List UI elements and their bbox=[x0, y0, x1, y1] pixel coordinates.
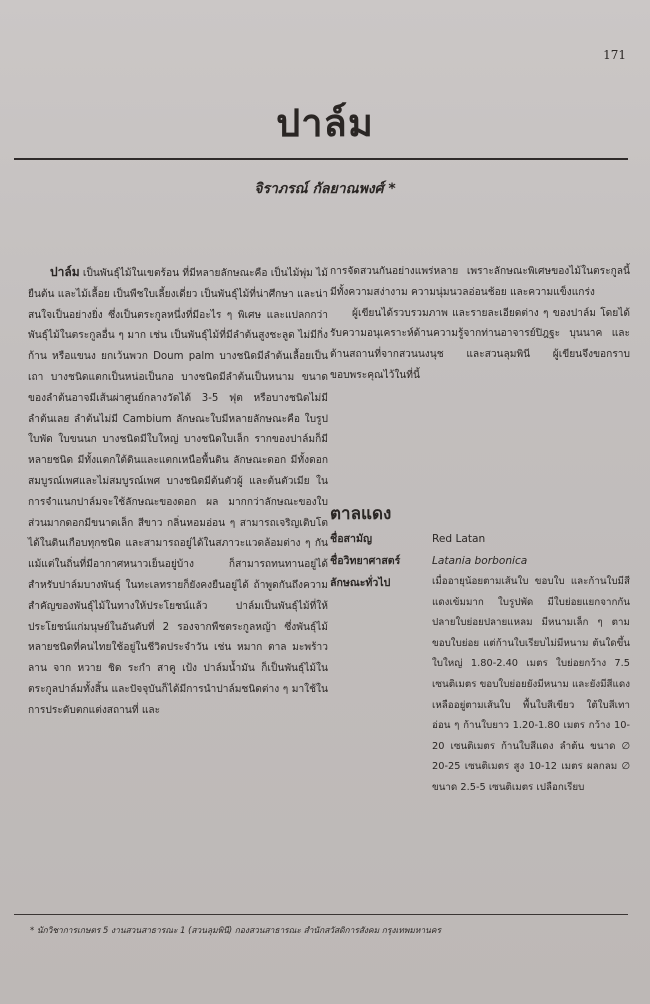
species-heading: ตาลแดง bbox=[330, 504, 392, 524]
right-column bbox=[330, 262, 630, 387]
scientific-name-row bbox=[330, 550, 630, 572]
acknowledgement-paragraph: ผู้เขียนได้รวบรวมภาพ และรายละเอียดต่าง ๆ ของปาล์ม โดยได้รับความอนุเคราะห์ด้านความรู้จากท่านอาจารย์ปิฎฐะ บุนนาค และด้านสถานที่จากสวนนงนุช และสวนลุมพินี ผู้เขียนจึงขอกราบขอบพระคุณไว้ในที่นี้ bbox=[330, 307, 630, 381]
intro-text: เป็นพันธุ์ไม้ในเขตร้อน ที่มีหลายลักษณะคือ เป็นไม้พุ่ม ไม้ยืนต้น และไม้เลื้อย เป็นพืชใบเลี้ยงเดี่ยว เป็นพันธุ์ไม้ที่น่าศึกษา และน่าสนใจเป็นอย่างยิ่ง ซึ่งเป็นตระกูลหนึ่งที่มีอะไร ๆ พิเศษ และแปลกกว่าพันธุ์ไม้ในตระกูลอื่น ๆ มาก เช่น เป็นพันธุ์ไม้ที่มีลำต้นสูงชะลูด ไม่มีกิ่งก้าน หรือแขนง ยกเว้นพวก Doum palm บางชนิดมีลำต้นเลื้อยเป็นเถา บางชนิดแตกเป็นหน่อเป็นกอ บางชนิดมีลำต้นเป็นหนาม ขนาดของลำต้นอาจมีเส้นผ่าศูนย์กลางวัดได้ 3-5 ฟุต หรือบางชนิดไม่มีลำต้นเลย ลำต้นไม่มี Cambium ลักษณะใบมีหลายลักษณะคือ ใบรูปใบพัด ใบขนนก บางชนิดมีใบใหญ่ บางชนิดใบเล็ก รากของปาล์มก็มีหลายชนิด มีทั้งแตกใต้ดินและแตกเหนือพื้นดิน ลักษณะดอก มีทั้งดอกสมบูรณ์เพศและไม่สมบูรณ์เพศ บางชนิดมีต้นตัวผู้ และต้นตัวเมีย ในการจำแนกปาล์มจะใช้ลักษณะของดอก ผล มากกว่าลักษณะของใบ ส่วนมากดอกมีขนาดเล็ก สีขาว กลิ่นหอมอ่อน ๆ สามารถเจริญเติบโตได้ในดินเกือบทุกชนิด และสามารถอยู่ได้ในสภาวะแวดล้อมต่าง ๆ กัน แม้แต่ในถิ่นที่มีอากาศหนาวเย็นอยู่บ้าง ก็สามารถทนทานอยู่ได้ สำหรับปาล์มบางพันธุ์ ในทะเลทรายก็ยังคงยืนอยู่ได้ ถ้าพูดกันถึงความสำคัญของพันธุ์ไม้ในทางให้ประโยชน์แล้ว ปาล์มเป็นพันธุ์ไม้ที่ให้ประโยชน์แก่มนุษย์ในอันดับที่ 2 รองจากพืชตระกูลหญ้า ซึ่งพันธุ์ไม้หลายชนิดที่คนไทยใช้อยู่ในชีวิตประจำวัน เช่น หมาก ตาล มะพร้าว ลาน จาก หวาย ชิด ระกำ สาคู เป้ง ปาล์มน้ำมัน ก็เป็นพันธุ์ไม้ในตระกูลปาล์มทั้งสิ้น และปัจจุบันก็ได้มีการนำปาล์มชนิดต่าง ๆ มาใช้ในการประดับตกแต่งสถานที่ และ bbox=[28, 268, 328, 716]
characteristics-row bbox=[330, 572, 630, 799]
footnote-rule bbox=[14, 914, 628, 915]
characteristics-label: ลักษณะทั่วไป bbox=[330, 577, 391, 589]
scientific-name-value: Latania borbonica bbox=[432, 555, 528, 567]
title-rule bbox=[14, 158, 628, 160]
author-name: จิราภรณ์ กัลยาณพงศ์ * bbox=[254, 181, 396, 197]
scientific-name-label: ชื่อวิทยาศาสตร์ bbox=[330, 555, 401, 567]
common-name-value: Red Latan bbox=[432, 533, 486, 545]
continued-paragraph: การจัดสวนกันอย่างแพร่หลาย เพราะลักษณะพิเศษของไม้ในตระกูลนี้ มีทั้งความสง่างาม ความนุ่มนวลอ่อนช้อย และความแข็งแกร่ง bbox=[330, 266, 630, 298]
page-number: 171 bbox=[603, 48, 626, 62]
common-name-row bbox=[330, 528, 630, 550]
common-name-label: ชื่อสามัญ bbox=[330, 533, 372, 545]
article-title: ปาล์ม bbox=[276, 101, 374, 145]
species-info bbox=[330, 528, 630, 799]
characteristics-text: เมื่ออายุน้อยตามเส้นใบ ขอบใบ และก้านใบมีสีแดงเข้มมาก ใบรูปพัด มีใบย่อยแยกจากกัน ปลายใบย่อยปลายแหลม มีหนามเล็ก ๆ ตามขอบใบย่อย แต่ก้านใบเรียบไม่มีหนาม ต้นใดขึ้นใบใหญ่ 1.80-2.40 เมตร ใบย่อยกว้าง 7.5 เซนติเมตร ขอบใบย่อยยังมีหนาม และยังมีสีแดงเหลืออยู่ตามเส้นใบ พื้นใบสีเขียว ใต้ใบสีเทาอ่อน ๆ ก้านใบยาว 1.20-1.80 เมตร กว้าง 10-20 เซนติเมตร ก้านใบสีแดง ลำต้น ขนาด ∅ 20-25 เซนติเมตร สูง 10-12 เมตร ผลกลม ∅ ขนาด 2.5-5 เซนติเมตร เปลือกเรียบ bbox=[432, 576, 630, 793]
footnote: * นักวิชาการเกษตร 5 งานสวนสาธารณะ 1 (สวนลุมพินี) กองสวนสาธารณะ สำนักสวัสดิการสังคม กรุงเทพมหานคร bbox=[30, 925, 441, 935]
intro-paragraph bbox=[28, 262, 328, 722]
lead-word: ปาล์ม bbox=[50, 265, 80, 279]
left-column bbox=[28, 262, 328, 722]
